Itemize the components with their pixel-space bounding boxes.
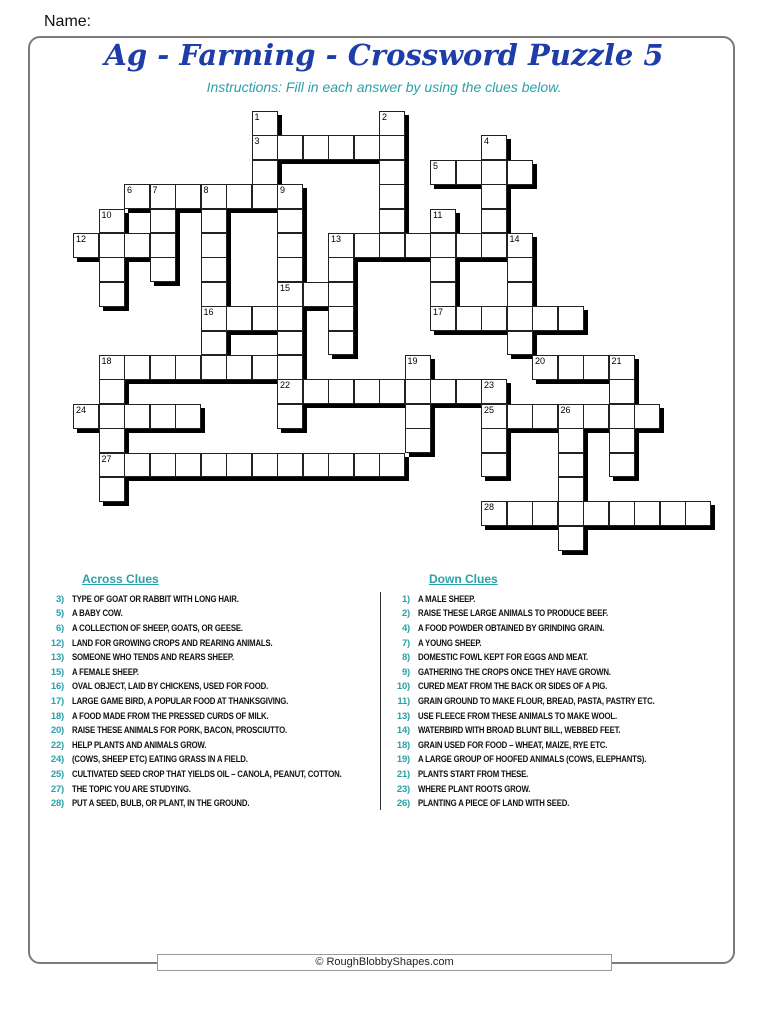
clue-text: RAISE THESE LARGE ANIMALS TO PRODUCE BEEF. <box>418 608 609 620</box>
crossword-cell[interactable] <box>507 501 533 526</box>
crossword-cell[interactable] <box>379 184 405 209</box>
down-clue <box>390 650 706 665</box>
crossword-cell[interactable] <box>456 306 482 331</box>
crossword-cell[interactable] <box>354 453 380 478</box>
crossword-cell[interactable] <box>379 160 405 185</box>
crossword-cell[interactable] <box>405 428 431 453</box>
crossword-cell[interactable] <box>456 160 482 185</box>
crossword-cell[interactable] <box>150 355 176 380</box>
crossword-cell[interactable] <box>379 209 405 234</box>
clue-number-label: 24 <box>76 404 87 415</box>
across-clue <box>44 709 401 724</box>
crossword-cell[interactable] <box>634 501 660 526</box>
down-clue <box>390 592 706 607</box>
crossword-cell[interactable] <box>558 306 584 331</box>
clue-number-label: 23 <box>484 380 495 391</box>
clue-text: RAISE THESE ANIMALS FOR PORK, BACON, PROSCIUTTO. <box>72 725 288 737</box>
clue-number-label: 26 <box>560 404 571 415</box>
clue-number-label: 22 <box>280 380 291 391</box>
clue-number: 1) <box>401 593 410 605</box>
crossword-cell[interactable] <box>226 453 252 478</box>
clue-number: 25) <box>50 768 64 780</box>
clue-number-label: 10 <box>101 209 112 220</box>
down-clue <box>390 709 706 724</box>
clue-text: CURED MEAT FROM THE BACK OR SIDES OF A PIG. <box>418 681 608 693</box>
clue-number-label: 4 <box>484 136 490 147</box>
clue-text: (COWS, SHEEP ETC) EATING GRASS IN A FIELD. <box>72 754 248 766</box>
clue-text: SOMEONE WHO TENDS AND REARS SHEEP. <box>72 652 234 664</box>
crossword-cell[interactable] <box>558 355 584 380</box>
clue-number-label: 7 <box>152 185 158 196</box>
crossword-cell[interactable] <box>226 184 252 209</box>
clue-text: WHERE PLANT ROOTS GROW. <box>418 783 531 795</box>
crossword-cell[interactable] <box>99 282 125 307</box>
across-clues-heading: Across Clues <box>82 572 159 586</box>
across-clue <box>44 607 401 622</box>
down-clue <box>390 665 706 680</box>
crossword-cell[interactable] <box>277 306 303 331</box>
crossword-cell[interactable] <box>328 257 354 282</box>
crossword-cell[interactable] <box>481 453 507 478</box>
clue-number: 10) <box>396 681 410 693</box>
crossword-cell[interactable] <box>226 306 252 331</box>
crossword-cell[interactable] <box>277 453 303 478</box>
crossword-cell[interactable] <box>303 135 329 160</box>
clue-text: LAND FOR GROWING CROPS AND REARING ANIMALS. <box>72 637 273 649</box>
crossword-cell[interactable] <box>150 209 176 234</box>
clue-number: 11) <box>397 695 410 707</box>
crossword-cell[interactable] <box>609 379 635 404</box>
clue-number-label: 21 <box>611 356 622 366</box>
crossword-cell[interactable] <box>277 404 303 429</box>
clue-text: A MALE SHEEP. <box>418 593 476 605</box>
crossword-cell[interactable] <box>507 282 533 307</box>
clue-number-label: 6 <box>127 185 133 196</box>
crossword-cell[interactable] <box>583 501 609 526</box>
crossword-cell[interactable] <box>532 404 558 429</box>
clue-text: A FOOD POWDER OBTAINED BY GRINDING GRAIN. <box>418 622 605 634</box>
crossword-cell[interactable] <box>379 233 405 258</box>
down-clue <box>390 782 706 797</box>
crossword-cell[interactable] <box>430 233 456 258</box>
crossword-cell[interactable] <box>430 282 456 307</box>
crossword-cell[interactable] <box>481 306 507 331</box>
clue-text: A LARGE GROUP OF HOOFED ANIMALS (COWS, ELEPHANTS). <box>418 754 647 766</box>
crossword-cell[interactable] <box>481 428 507 453</box>
across-clue <box>44 650 401 665</box>
crossword-cell[interactable] <box>277 355 303 380</box>
crossword-cell[interactable] <box>252 306 278 331</box>
clue-text: PUT A SEED, BULB, OR PLANT, IN THE GROUND. <box>72 798 250 810</box>
crossword-cell[interactable] <box>99 379 125 404</box>
crossword-cell[interactable] <box>558 501 584 526</box>
crossword-cell[interactable] <box>277 135 303 160</box>
crossword-cell[interactable] <box>660 501 686 526</box>
clue-number: 19) <box>396 754 410 766</box>
clue-text: A FOOD MADE FROM THE PRESSED CURDS OF MILK. <box>72 710 269 722</box>
across-clue <box>44 723 401 738</box>
clue-number-label: 17 <box>433 307 444 318</box>
crossword-cell[interactable] <box>558 428 584 453</box>
crossword-cell[interactable] <box>226 355 252 380</box>
clue-number-label: 11 <box>433 209 443 220</box>
across-clue-list <box>44 592 401 811</box>
clue-text: DOMESTIC FOWL KEPT FOR EGGS AND MEAT. <box>418 652 588 664</box>
down-clue <box>390 753 706 768</box>
crossword-cell[interactable] <box>175 184 201 209</box>
crossword-cell[interactable] <box>99 477 125 502</box>
crossword-cell[interactable] <box>277 209 303 234</box>
clue-number: 26) <box>396 798 410 810</box>
clue-number: 18) <box>396 739 410 751</box>
crossword-cell[interactable] <box>277 257 303 282</box>
crossword-cell[interactable] <box>507 306 533 331</box>
crossword-cell[interactable] <box>303 379 329 404</box>
crossword-cell[interactable] <box>456 233 482 258</box>
clue-number-label: 12 <box>76 234 87 244</box>
crossword-cell[interactable] <box>583 404 609 429</box>
crossword-cell[interactable] <box>507 160 533 185</box>
crossword-cell[interactable] <box>481 160 507 185</box>
crossword-cell[interactable] <box>150 257 176 282</box>
crossword-cell[interactable] <box>201 453 227 478</box>
crossword-cell[interactable] <box>609 428 635 453</box>
clue-number: 12) <box>50 637 64 649</box>
clue-text: GRAIN USED FOR FOOD – WHEAT, MAIZE, RYE ETC. <box>418 739 608 751</box>
crossword-cell[interactable] <box>405 379 431 404</box>
across-clue <box>44 636 401 651</box>
crossword-cell[interactable] <box>507 331 533 356</box>
crossword-cell[interactable] <box>328 306 354 331</box>
crossword-cell[interactable] <box>201 282 227 307</box>
across-clue <box>44 767 401 782</box>
crossword-cell[interactable] <box>558 477 584 502</box>
clue-text: A COLLECTION OF SHEEP, GOATS, OR GEESE. <box>72 622 243 634</box>
clue-number: 18) <box>50 710 64 722</box>
clue-number: 5) <box>55 608 64 620</box>
clue-number: 7) <box>401 637 410 649</box>
crossword-cell[interactable] <box>99 404 125 429</box>
crossword-cell[interactable] <box>481 209 507 234</box>
crossword-cell[interactable] <box>201 355 227 380</box>
crossword-cell[interactable] <box>328 379 354 404</box>
clue-number: 17) <box>50 695 64 707</box>
crossword-cell[interactable] <box>354 135 380 160</box>
clue-text: GATHERING THE CROPS ONCE THEY HAVE GROWN. <box>418 666 611 678</box>
down-clue <box>390 723 706 738</box>
clue-text: CULTIVATED SEED CROP THAT YIELDS OIL – CANOLA, PEANUT, COTTON. <box>72 768 342 780</box>
across-clue <box>44 796 401 811</box>
clue-number-label: 16 <box>203 307 214 318</box>
clue-number-label: 19 <box>407 356 418 366</box>
crossword-cell[interactable] <box>609 453 635 478</box>
clue-number-label: 9 <box>280 185 286 196</box>
clue-number-label: 5 <box>433 160 439 171</box>
clue-number: 23) <box>396 783 410 795</box>
clue-text: OVAL OBJECT, LAID BY CHICKENS, USED FOR FOOD. <box>72 681 269 693</box>
crossword-cell[interactable] <box>328 282 354 307</box>
crossword-cell[interactable] <box>277 331 303 356</box>
name-label: Name: <box>44 13 92 30</box>
clue-number: 2) <box>401 608 410 620</box>
across-clue <box>44 753 401 768</box>
crossword-cell[interactable] <box>175 453 201 478</box>
crossword-cell[interactable] <box>201 233 227 258</box>
clue-text: HELP PLANTS AND ANIMALS GROW. <box>72 739 207 751</box>
crossword-cell[interactable] <box>456 379 482 404</box>
clue-number: 13) <box>50 652 64 664</box>
crossword-cell[interactable] <box>303 282 329 307</box>
clue-number: 22) <box>50 739 64 751</box>
crossword-cell[interactable] <box>405 233 431 258</box>
down-clue <box>390 607 706 622</box>
crossword-cell[interactable] <box>507 404 533 429</box>
clue-text: A BABY COW. <box>72 608 123 620</box>
column-divider <box>380 592 381 810</box>
page-title: Ag - Farming - Crossword Puzzle 5 <box>104 38 664 72</box>
clue-number: 27) <box>50 783 64 795</box>
across-clue <box>44 592 401 607</box>
crossword-cell[interactable] <box>328 135 354 160</box>
crossword-cell[interactable] <box>201 209 227 234</box>
clue-number: 13) <box>396 710 410 722</box>
crossword-cell[interactable] <box>99 233 125 258</box>
crossword-cell[interactable] <box>430 257 456 282</box>
crossword-cell[interactable] <box>558 453 584 478</box>
clue-text: USE FLEECE FROM THESE ANIMALS TO MAKE WOOL. <box>418 710 617 722</box>
clue-number-label: 25 <box>484 404 495 415</box>
clue-number-label: 13 <box>331 234 342 244</box>
across-clue <box>44 621 401 636</box>
clue-number: 8) <box>401 652 410 664</box>
clue-text: WATERBIRD WITH BROAD BLUNT BILL, WEBBED FEET. <box>418 725 621 737</box>
crossword-cell[interactable] <box>201 331 227 356</box>
clue-text: TYPE OF GOAT OR RABBIT WITH LONG HAIR. <box>72 593 239 605</box>
clue-text: PLANTING A PIECE OF LAND WITH SEED. <box>418 798 570 810</box>
clue-text: LARGE GAME BIRD, A POPULAR FOOD AT THANKSGIVING. <box>72 695 289 707</box>
crossword-cell[interactable] <box>481 233 507 258</box>
crossword-cell[interactable] <box>532 501 558 526</box>
clue-number-label: 1 <box>254 112 260 122</box>
crossword-cell[interactable] <box>609 404 635 429</box>
clue-number: 21) <box>396 768 410 780</box>
down-clue <box>390 636 706 651</box>
crossword-cell[interactable] <box>99 428 125 453</box>
crossword-cell[interactable] <box>175 404 201 429</box>
down-clue <box>390 767 706 782</box>
clue-text: PLANTS START FROM THESE. <box>418 768 529 780</box>
clue-number-label: 2 <box>382 112 388 122</box>
instructions: Instructions: Fill in each answer by using the clues below. <box>206 79 562 95</box>
crossword-cell[interactable] <box>201 257 227 282</box>
clue-number: 28) <box>50 798 64 810</box>
across-clue <box>44 665 401 680</box>
crossword-cell[interactable] <box>379 453 405 478</box>
clue-number: 6) <box>55 622 64 634</box>
crossword-cell[interactable] <box>124 404 150 429</box>
crossword-cell[interactable] <box>124 453 150 478</box>
clue-number-label: 8 <box>203 185 209 196</box>
crossword-cell[interactable] <box>99 257 125 282</box>
crossword-cell[interactable] <box>328 331 354 356</box>
clue-number: 4) <box>401 622 410 634</box>
crossword-cell[interactable] <box>150 233 176 258</box>
crossword-cell[interactable] <box>252 160 278 185</box>
clue-number: 20) <box>50 725 64 737</box>
clue-number-label: 27 <box>101 453 112 464</box>
crossword-cell[interactable] <box>150 453 176 478</box>
crossword-cell[interactable] <box>303 453 329 478</box>
down-clue <box>390 680 706 695</box>
footer-credit: © RoughBlobbyShapes.com <box>157 954 612 971</box>
clue-text: GRAIN GROUND TO MAKE FLOUR, BREAD, PASTA, PASTRY ETC. <box>418 695 655 707</box>
down-clue <box>390 694 706 709</box>
crossword-cell[interactable] <box>328 453 354 478</box>
crossword-cell[interactable] <box>124 233 150 258</box>
down-clue-list <box>390 592 706 811</box>
crossword-cell[interactable] <box>558 526 584 551</box>
down-clue <box>390 738 706 753</box>
across-clue <box>44 782 401 797</box>
clue-number: 15) <box>50 666 64 678</box>
crossword-cell[interactable] <box>609 501 635 526</box>
crossword-cell[interactable] <box>685 501 711 526</box>
crossword-cell[interactable] <box>379 135 405 160</box>
crossword-cell[interactable] <box>532 306 558 331</box>
crossword-cell[interactable] <box>405 404 431 429</box>
crossword-cell[interactable] <box>507 257 533 282</box>
clue-number-label: 28 <box>484 502 495 513</box>
across-clue <box>44 738 401 753</box>
clue-number: 24) <box>50 754 64 766</box>
down-clue <box>390 621 706 636</box>
clue-number-label: 20 <box>535 356 546 366</box>
down-clue <box>390 796 706 811</box>
crossword-cell[interactable] <box>124 355 150 380</box>
across-clue <box>44 680 401 695</box>
clue-number: 9) <box>401 666 410 678</box>
clue-number: 3) <box>55 593 64 605</box>
clue-number-label: 14 <box>509 234 520 244</box>
across-clue <box>44 694 401 709</box>
crossword-cell[interactable] <box>634 404 660 429</box>
crossword-cell[interactable] <box>379 379 405 404</box>
crossword-cell[interactable] <box>175 355 201 380</box>
crossword-cell[interactable] <box>277 233 303 258</box>
crossword-cell[interactable] <box>252 453 278 478</box>
clue-number-label: 15 <box>280 282 291 293</box>
clue-text: A YOUNG SHEEP. <box>418 637 482 649</box>
clue-number-label: 18 <box>101 356 112 366</box>
crossword-cell[interactable] <box>430 379 456 404</box>
down-clues-heading: Down Clues <box>429 572 498 586</box>
clue-text: THE TOPIC YOU ARE STUDYING. <box>72 783 191 795</box>
crossword-cell[interactable] <box>252 355 278 380</box>
clue-number: 14) <box>396 725 410 737</box>
clue-number: 16) <box>50 681 64 693</box>
crossword-cell[interactable] <box>481 184 507 209</box>
crossword-cell[interactable] <box>252 184 278 209</box>
clue-number-label: 3 <box>254 136 260 147</box>
clue-text: A FEMALE SHEEP. <box>72 666 139 678</box>
crossword-cell[interactable] <box>354 233 380 258</box>
crossword-cell[interactable] <box>583 355 609 380</box>
crossword-cell[interactable] <box>354 379 380 404</box>
crossword-cell[interactable] <box>150 404 176 429</box>
